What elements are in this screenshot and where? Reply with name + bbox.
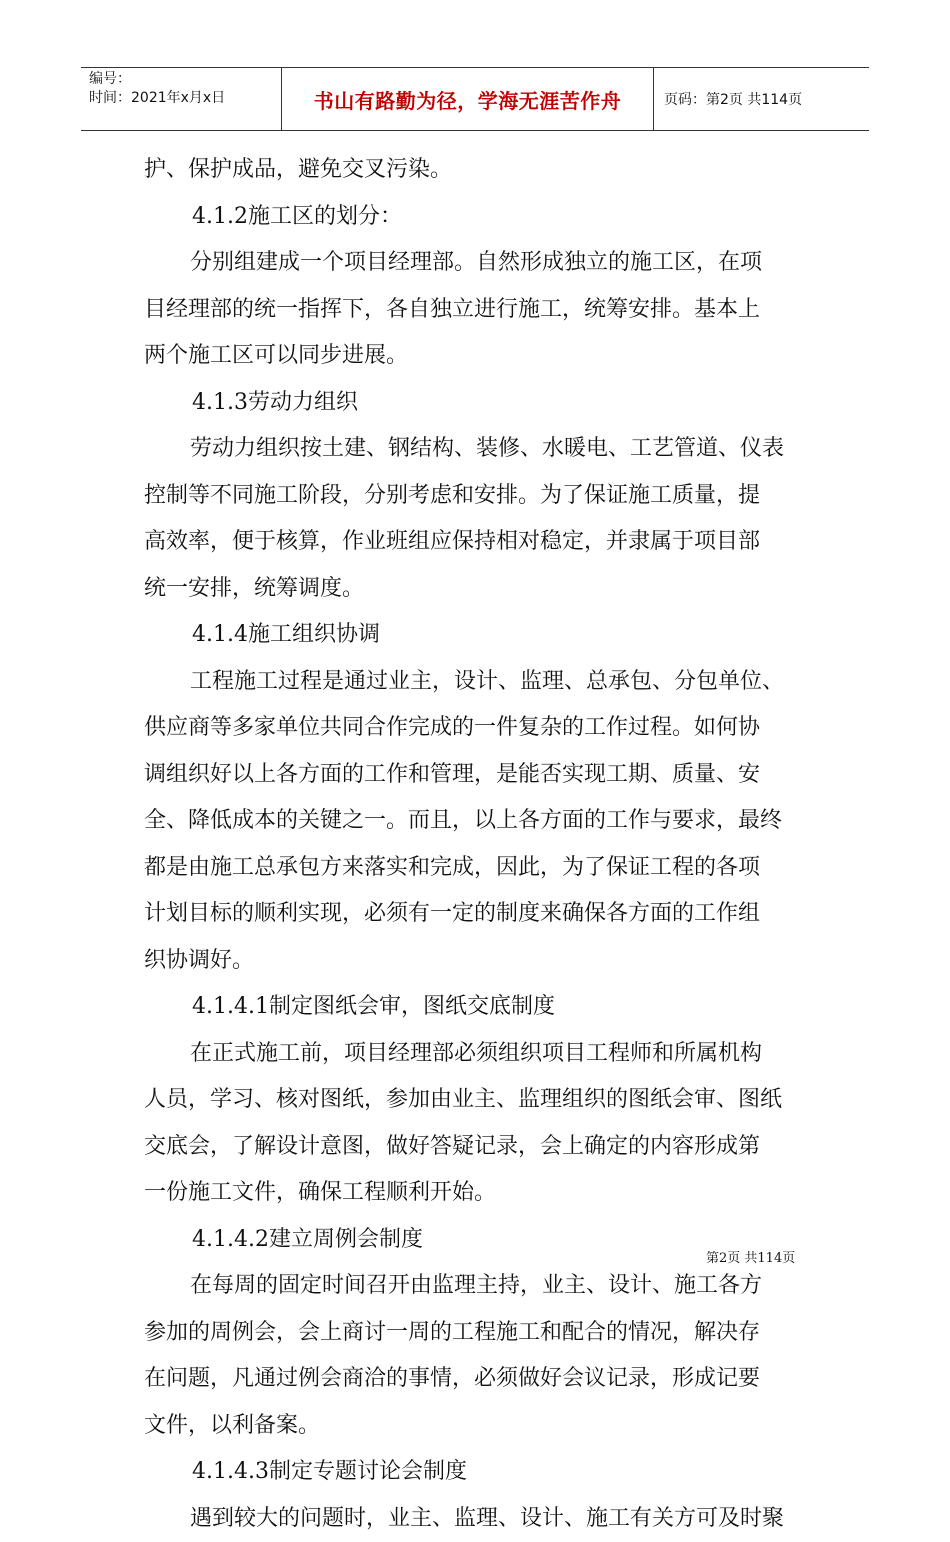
section-heading: 4.1.3劳动力组织 [144, 380, 812, 427]
body-text-line: 调组织好以上各方面的工作和管理，是能否实现工期、质量、安 [144, 752, 812, 799]
section-heading: 4.1.4.1制定图纸会审，图纸交底制度 [144, 984, 812, 1031]
body-text-line: 一份施工文件，确保工程顺利开始。 [144, 1170, 812, 1217]
body-text-line: 高效率，便于核算，作业班组应保持相对稳定，并隶属于项目部 [144, 519, 812, 566]
body-text-line: 交底会，了解设计意图，做好答疑记录，会上确定的内容形成第 [144, 1124, 812, 1171]
body-text-line: 护、保护成品，避免交叉污染。 [144, 147, 812, 194]
section-heading: 4.1.4施工组织协调 [144, 612, 812, 659]
section-heading: 4.1.4.3制定专题讨论会制度 [144, 1449, 812, 1496]
body-text-line: 织协调好。 [144, 938, 812, 985]
footer-page-number: 第2页 共114页 [706, 1251, 795, 1266]
body-text-line: 在问题，凡通过例会商洽的事情，必须做好会议记录，形成记要 [144, 1356, 812, 1403]
header-meta [81, 68, 281, 130]
body-text-line: 劳动力组织按土建、钢结构、装修、水暖电、工艺管道、仪表 [144, 426, 812, 473]
section-heading: 4.1.2施工区的划分： [144, 194, 812, 241]
body-text-line: 遇到较大的问题时，业主、监理、设计、施工有关方可及时聚 [144, 1496, 812, 1542]
header-motto-cell [281, 68, 654, 130]
document-body [144, 147, 812, 1542]
header-page-label: 页码：第2页 共114页 [664, 89, 802, 109]
body-text-line: 目经理部的统一指挥下，各自独立进行施工，统筹安排。基本上 [144, 287, 812, 334]
body-text-line: 人员，学习、核对图纸，参加由业主、监理组织的图纸会审、图纸 [144, 1077, 812, 1124]
body-text-line: 文件，以利备案。 [144, 1403, 812, 1450]
body-text-line: 在每周的固定时间召开由监理主持，业主、设计、施工各方 [144, 1263, 812, 1310]
body-text-line: 两个施工区可以同步进展。 [144, 333, 812, 380]
body-text-line: 工程施工过程是通过业主，设计、监理、总承包、分包单位、 [144, 659, 812, 706]
document-number-label: 编号： [89, 70, 281, 89]
document-time-label: 时间：2021年x月x日 [89, 89, 281, 108]
page-footer [706, 1247, 795, 1266]
body-text-line: 统一安排，统筹调度。 [144, 566, 812, 613]
body-text-line: 全、降低成本的关键之一。而且，以上各方面的工作与要求，最终 [144, 798, 812, 845]
section-heading: 4.1.4.2建立周例会制度 [144, 1217, 812, 1264]
body-text-line: 控制等不同施工阶段，分别考虑和安排。为了保证施工质量，提 [144, 473, 812, 520]
header-motto: 书山有路勤为径，学海无涯苦作舟 [314, 85, 622, 114]
body-text-line: 都是由施工总承包方来落实和完成，因此，为了保证工程的各项 [144, 845, 812, 892]
header-page-cell [654, 68, 869, 130]
body-text-line: 计划目标的顺利实现，必须有一定的制度来确保各方面的工作组 [144, 891, 812, 938]
page-header [81, 67, 869, 131]
body-text-line: 分别组建成一个项目经理部。自然形成独立的施工区，在项 [144, 240, 812, 287]
body-text-line: 参加的周例会，会上商讨一周的工程施工和配合的情况，解决存 [144, 1310, 812, 1357]
body-text-line: 在正式施工前，项目经理部必须组织项目工程师和所属机构 [144, 1031, 812, 1078]
body-text-line: 供应商等多家单位共同合作完成的一件复杂的工作过程。如何协 [144, 705, 812, 752]
